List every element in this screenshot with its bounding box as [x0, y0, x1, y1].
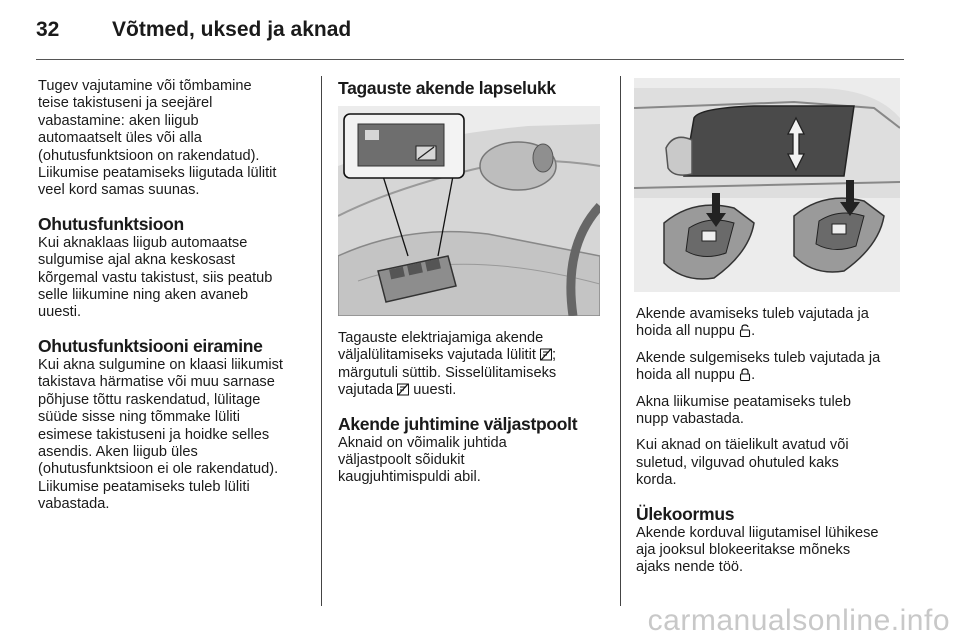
- text-line: Liikumise peatamiseks liigutada lülitit: [38, 165, 277, 182]
- text-line: ajaks nende töö.: [636, 559, 744, 576]
- text-line: Aknaid on võimalik juhtida: [338, 434, 507, 451]
- chapter-title: Võtmed, uksed ja aknad: [112, 18, 352, 41]
- text-line: asendis. Aken liigub üles: [38, 443, 198, 460]
- text-line: korda.: [636, 472, 677, 489]
- text-line: põhjuse tõttu raskendatud, lülitage: [38, 391, 261, 408]
- text-line: kõrgemal vastu takistust, siis peatub: [38, 269, 273, 286]
- child-lock-switch-icon: [540, 348, 552, 361]
- remote-key-illustration: [634, 78, 900, 292]
- open-windows-paragraph: [636, 306, 908, 341]
- column-2: [338, 78, 604, 487]
- text-line: hoida all nuppu .: [636, 367, 756, 384]
- column-1: [38, 78, 310, 514]
- text-line: Tagauste elektriajamiga akende: [338, 330, 544, 346]
- lock-button-icon: [739, 368, 751, 381]
- text-line: uuesti.: [38, 304, 81, 321]
- text-line: sulgumise ajal akna keskosast: [38, 252, 236, 269]
- text-line: vabastamine: aken liigub: [38, 112, 199, 129]
- text-line: märgutuli süttib. Sisselülitamiseks: [338, 364, 557, 381]
- text-line: Akna liikumise peatamiseks tuleb: [636, 393, 851, 410]
- car-window-and-key-drawing: [634, 78, 900, 292]
- page-header: [36, 14, 904, 56]
- heading-safety-function: Ohutusfunktsioon: [38, 213, 184, 234]
- text-line: teise takistuseni ja seejärel: [38, 95, 213, 112]
- text-line: väljastpoolt sõidukit: [338, 452, 465, 469]
- column-divider-1: [321, 76, 322, 606]
- text-line: vajutada uuesti.: [338, 382, 457, 399]
- heading-safety-override: Ohutusfunktsiooni eiramine: [38, 335, 263, 356]
- text-line: Kui akna sulgumine on klaasi liikumist: [38, 356, 283, 373]
- text-line: Akende korduval liigutamisel lühikese: [636, 524, 879, 541]
- text-line: automaatselt üles või alla: [38, 130, 202, 147]
- text-line: (ohutusfunktsioon on rakendatud).: [38, 147, 260, 164]
- text-line: suletud, vilguvad ohutuled kaks: [636, 454, 839, 471]
- text-line: Akende avamiseks tuleb vajutada ja: [636, 306, 869, 322]
- child-lock-paragraph: [338, 330, 604, 400]
- text-line: aja jooksul blokeeritakse mõneks: [636, 542, 851, 559]
- door-switch-illustration: [338, 106, 600, 316]
- text-line: Kui aknad on täielikult avatud või: [636, 437, 849, 454]
- text-line: süüde sisse ning tõmmake lüliti: [38, 409, 240, 426]
- door-panel-drawing: [338, 106, 600, 316]
- child-lock-switch-icon: [397, 383, 409, 396]
- safety-paragraph: [38, 235, 310, 322]
- text-line: takistava härmatise või muu sarnase: [38, 374, 275, 391]
- text-line: nupp vabastada.: [636, 411, 744, 428]
- column-3: [636, 78, 908, 577]
- watermark: carmanualsonline.info: [647, 604, 950, 637]
- text-line: väljalülitamiseks vajutada lülitit ;: [338, 347, 557, 364]
- intro-paragraph: [38, 78, 310, 200]
- text-line: selle liikumine ning aken avaneb: [38, 287, 249, 304]
- text-line: vabastada.: [38, 496, 110, 513]
- heading-child-lock: Tagauste akende lapselukk: [338, 78, 556, 98]
- heading-remote-control: Akende juhtimine väljastpoolt: [338, 413, 578, 434]
- heading-overload: Ülekoormus: [636, 503, 735, 524]
- overload-paragraph: [636, 525, 908, 577]
- text-line: Liikumise peatamiseks tuleb lüliti: [38, 478, 250, 495]
- text-line: Tugev vajutamine või tõmbamine: [38, 78, 252, 94]
- text-line: Kui aknaklaas liigub automaatse: [38, 234, 248, 251]
- close-windows-paragraph: [636, 350, 908, 385]
- text-line: hoida all nuppu .: [636, 323, 756, 340]
- stop-movement-paragraph: [636, 394, 908, 429]
- override-paragraph: [38, 357, 310, 514]
- column-divider-2: [620, 76, 621, 606]
- unlock-button-icon: [739, 324, 751, 337]
- text-line: Akende sulgemiseks tuleb vajutada ja: [636, 349, 881, 366]
- text-line: veel kord samas suunas.: [38, 182, 200, 199]
- text-line: esimese takistuseni ja hoidke selles: [38, 426, 270, 443]
- text-line: (ohutusfunktsioon ei ole rakendatud).: [38, 461, 279, 478]
- page-number: 32: [36, 18, 60, 41]
- header-rule: [36, 59, 904, 60]
- hazard-flash-paragraph: [636, 437, 908, 489]
- text-line: kaugjuhtimispuldi abil.: [338, 469, 481, 486]
- remote-paragraph: [338, 435, 604, 487]
